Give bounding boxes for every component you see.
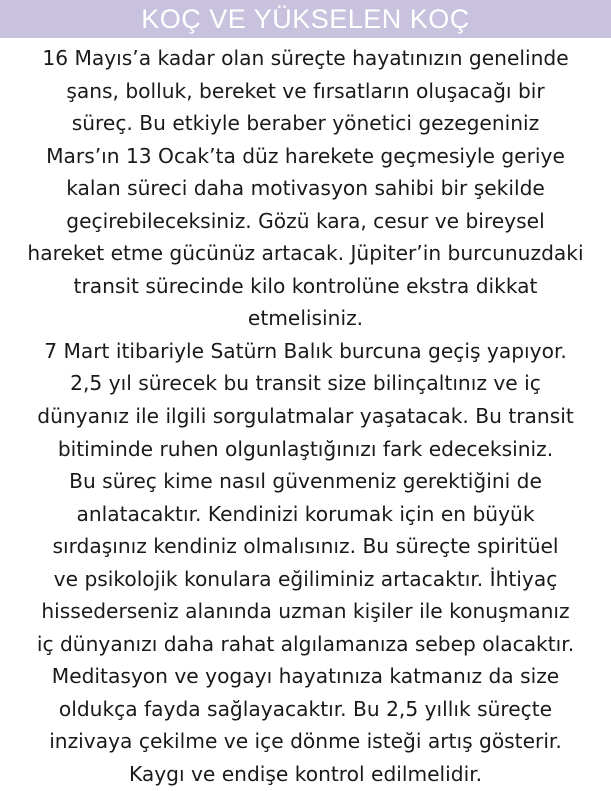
text-line: transit sürecinde kilo kontrolüne ekstra dikkat [73,273,538,298]
text-line: kalan süreci daha motivasyon sahibi bir şekilde [66,176,545,201]
text-line: iç dünyanızı daha rahat algılamanıza sebep olacaktır. [36,631,575,656]
text-line: sırdaşınız kendiniz olmalısınız. Bu süreçte spiritüel [52,534,559,559]
text-line: şans, bolluk, bereket ve fırsatların oluşacağı bir [66,78,545,103]
text-line: 7 Mart itibariyle Satürn Balık burcuna geçiş yapıyor. [44,338,567,363]
text-line: bitiminde ruhen olgunlaştığınızı fark edeceksiniz. [57,436,554,461]
text-line: hissederseniz alanında uzman kişiler ile konuşmanız [41,599,570,624]
text-line: etmelisiniz. [247,306,364,331]
text-line: Mars’ın 13 Ocak’ta düz harekete geçmesiyle geriye [46,143,565,168]
horoscope-paragraph [0,42,611,791]
text-line: 2,5 yıl sürecek bu transit size bilinçaltınız ve iç [70,371,541,396]
text-line: Bu süreç kime nasıl güvenmeniz gerektiğini de [69,469,542,494]
header-banner [0,0,611,38]
text-line: anlatacaktır. Kendinizi korumak için en büyük [76,501,535,526]
text-line: geçirebileceksiniz. Gözü kara, cesur ve bireysel [66,208,545,233]
text-line: 16 Mayıs’a kadar olan süreçte hayatınızın genelinde [42,46,569,70]
text-line: Meditasyon ve yogayı hayatınıza katmanız da size [51,664,560,689]
page-title: KOÇ VE YÜKSELEN KOÇ [141,3,470,34]
text-line: ve psikolojik konulara eğiliminiz artacaktır. İhtiyaç [53,566,558,591]
text-line: süreç. Bu etkiyle beraber yönetici gezegeniniz [71,111,540,136]
text-line: hareket etme gücünüz artacak. Jüpiter’in burcunuzdaki [27,241,584,266]
text-line: dünyanız ile ilgili sorgulatmalar yaşatacak. Bu transit [37,404,574,429]
text-line: inzivaya çekilme ve içe dönme isteği artış gösterir. [49,729,562,754]
text-line: oldukça fayda sağlayacaktır. Bu 2,5 yıllık süreçte [58,696,553,721]
text-line: Kaygı ve endişe kontrol edilmelidir. [128,762,483,787]
